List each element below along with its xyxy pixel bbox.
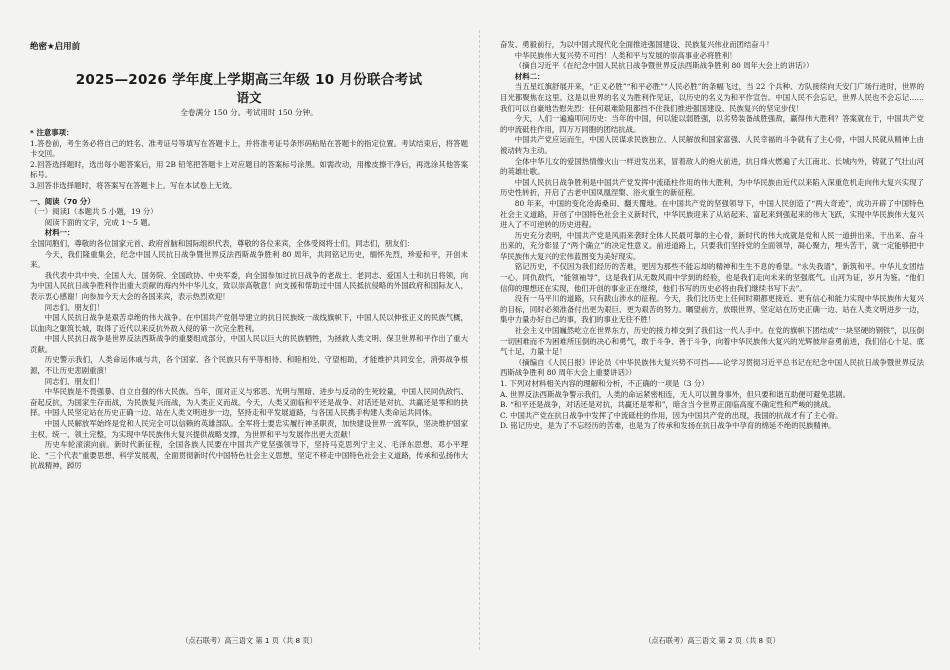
notice-heading: * 注意事项： [30, 128, 74, 137]
column-divider [479, 30, 480, 650]
passage-paragraph: 当五星红旗舒展开来，“正义必胜”“和平必胜”“人民必胜”的条幅飞过，当 22 个兵种、方队接续向天安门广场行进时，世界的目光都聚焦在这里。这是以世界的名义为胜利作见证，以历史的名义为和平作宣告。中国人民不会忘记，世界人民也不会忘记……我们可以自豪地告慰先烈：任何艰难险阻都挡不住我们推进强国建设、民族复兴的坚定步伐！ [500, 82, 924, 113]
passage-paragraph: 80 年来，中国的变化沧海桑田、翻天覆地。在中国共产党的坚强领导下，中国人民创造了“两大奇迹”，成功开辟了中国特色社会主义道路，开创了中国特色社会主义新时代，中华民族迎来了从站起来、富起来到强起来的伟大飞跃，实现中华民族伟大复兴进入了不可逆转的历史进程。 [500, 198, 924, 230]
subject-title: 语文 [236, 90, 262, 105]
passage-paragraph: 同志们、朋友们！ [44, 376, 104, 386]
passage-paragraph: 中华民族伟大复兴势不可挡！人类和平与发展的崇高事业必将胜利！ [514, 50, 737, 60]
exam-title: 2025—2026 学年度上学期高三年级 10 月份联合考试 [75, 72, 423, 88]
notice-item-1: 1.答卷前，考生务必将自己的姓名、准考证号等填写在答题卡上，并将准考证号条形码粘贴在答题卡的指定位置。考试结束后，将答题卡交回。 [30, 138, 468, 159]
score-info: 全卷满分 150 分。考试用时 150 分钟。 [180, 108, 318, 117]
question-option-d: D. 铭记历史，是为了不忘经历的苦难，也是为了传承和发扬在抗日战争中孕育的绵延不绝的民族精神。 [500, 421, 836, 431]
passage-paragraph: 奋发、勇毅前行，为以中国式现代化全面推进强国建设、民族复兴伟业而团结奋斗！ [500, 40, 774, 49]
passage-paragraph: 中华民族是不畏强暴、自立自强的伟大民族。当年，面对正义与邪恶、光明与黑暗、进步与反动的生死较量，中国人民同仇敌忾、奋起反抗，为国家生存而战，为民族复兴而战，为人类正义而战。今天，人类又面临和平还是战争、对话还是对抗、共赢还是零和的抉择。中国人民坚定站在历史正确一边、站在人类文明进步一边，坚持走和平发展道路，与各国人民携手构建人类命运共同体。 [30, 387, 468, 418]
passage-paragraph: 历史车轮滚滚向前。新时代新征程，全国各族人民要在中国共产党坚强领导下，坚持马克思列宁主义、毛泽东思想、邓小平理论、“三个代表”重要思想、科学发展观，全面贯彻新时代中国特色社会主义思想，坚定不移走中国特色社会主义道路，传承和弘扬伟大抗战精神，踔厉 [30, 440, 468, 471]
question-option-a: A. 世界反法西斯战争警示我们，人类的命运紧密相连，无人可以置身事外，但只要和谐互助便可避免悲剧。 [500, 389, 851, 399]
section-part: 一、阅读（70 分） [30, 196, 95, 206]
passage-paragraph: 全体中华儿女的爱国热情像火山一样迸发出来，冒着敌人的炮火前进，抗日烽火燃遍了大江南北、长城内外，铸就了气壮山河的英雄壮歌。 [500, 156, 924, 177]
question-option-b: B. “和平还是战争，对话还是对抗，共赢还是零和”，暗含当今世界正面临高度不确定性和严峻的挑战。 [500, 400, 836, 410]
section-instruction: 阅读下面的文字，完成 1～5 题。 [44, 217, 155, 227]
passage-paragraph: 中国人民抗日战争是世界反法西斯战争的重要组成部分，中国人民以巨大的民族牺牲，为拯救人类文明、保卫世界和平作出了重大贡献。 [30, 334, 468, 354]
material-one-label: 材料一： [44, 228, 75, 238]
material-two-label: 材料二： [514, 71, 545, 81]
passage-paragraph: 铭记历史，不仅因为我们经历的苦难，更因为那些不能忘却的精神和生生不息的希望。“永失我谱”，新筑和平。中华儿女团结一心、同仇敌忾，“能领袖导”，这是我们从无数风雨中学到的经验，也是我们走向未来的坚强底气。山河为证，岁月为鉴。“他们信仰的理想还在实现，他们开创的事业正在继续，他们书写的历史必将由我们继续书写下去”。 [500, 262, 924, 293]
material-one-source: （摘自习近平《在纪念中国人民抗日战争暨世界反法西斯战争胜利 80 周年大会上的讲话》） [514, 61, 814, 71]
passage-paragraph: 没有一马平川的道路，只有跋山涉水的征程。今天，我们比历史上任何时期都更接近、更有信心和能力实现中华民族伟大复兴的目标，同时必须准备付出更为艰巨、更为艰苦的努力。瞩望前方，放眼世界，坚定站在历史正确一边、站在人类文明进步一边，集中力量办好自己的事，我们的事业无往不胜！ [500, 294, 924, 325]
notice-item-2: 2.回答选择题时，选出每小题答案后，用 2B 铅笔把答题卡上对应题目的答案标号涂黑。如需改动，用橡皮擦干净后，再选涂其他答案标号。 [30, 159, 468, 180]
passage-paragraph: 历史警示我们，人类命运休戚与共，各个国家、各个民族只有平等相待、和睦相处、守望相助，才能维护共同安全，消弭战争根源，不让历史悲剧重演！ [30, 355, 468, 376]
page-footer-1: （点石联考）高三语文 第 1 页（共 8 页） [181, 636, 317, 645]
passage-paragraph: 社会主义中国巍然屹立在世界东方，历史的接力棒交到了我们这一代人手中。在党的旗帜下团结成“一块坚硬的钢铁”，以压倒一切困难而不为困难所压倒的决心和勇气，敢于斗争、善于斗争，向着中华民族伟大复兴的光辉彼岸奋勇前进，我们信心十足、底气十足、力量十足！ [500, 326, 924, 357]
passage-paragraph: 历史充分表明，中国共产党是风雨来袭时全体人民最可靠的主心骨，新时代的伟大成就是党和人民一道拼出来、干出来、奋斗出来的，充分彰显了“两个确立”的决定性意义。前进道路上，只要我们坚持党的全面领导，凝心聚力，埋头苦干，就一定能够把中华民族伟大复兴的宏伟蓝图变为美好现实。 [500, 230, 924, 261]
page-footer-2: （点石联考）高三语文 第 2 页（共 8 页） [644, 636, 780, 645]
question-option-c: C. 中国共产党在抗日战争中发挥了中流砥柱的作用，因为中国共产党的出现，我国的抗战才有了主心骨。 [500, 410, 843, 420]
left-column [30, 128, 468, 472]
passage-paragraph: 中国共产党应运而生，中国人民谋求民族独立、人民解放和国家富强、人民幸福的斗争就有了主心骨，中国人民就从精神上由被动转为主动。 [500, 135, 924, 155]
right-column [500, 40, 924, 432]
section-subpart: （一）阅读Ⅰ（本题共 5 小题，19 分） [30, 207, 158, 217]
passage-paragraph: 全国同胞们，尊敬的各位国家元首、政府首脑和国际组织代表，尊敬的各位来宾，全体受阅将士们，同志们，朋友们： [30, 238, 415, 248]
secret-label: 绝密★启用前 [30, 42, 81, 52]
passage-paragraph: 同志们、朋友们！ [44, 302, 104, 312]
passage-paragraph: 今天，我们隆重集会，纪念中国人民抗日战争暨世界反法西斯战争胜利 80 周年，共同铭记历史，缅怀先烈，珍爱和平，开创未来。 [30, 249, 468, 270]
passage-paragraph: 今天，人们一遍遍叩问历史：当年的中国，何以能以弱胜强，以劣势装备战胜强敌，赢得伟大胜利？答案就在于，中国共产党的中流砥柱作用，四万万同胞的团结抗战。 [500, 114, 924, 134]
notice-item-3: 3.回答非选择题时，将答案写在答题卡上。写在本试卷上无效。 [30, 180, 237, 190]
passage-paragraph: 中国人民抗日战争胜利是中国共产党发挥中流砥柱作用的伟大胜利，为中华民族由近代以来陷入深重危机走向伟大复兴实现了历史性转折，开启了古老中国凤凰涅槃、浴火重生的新征程。 [500, 177, 924, 198]
question-stem: 1. 下列对材料相关内容的理解和分析，不正确的一项是（3 分） [500, 379, 709, 388]
passage-paragraph: 我代表中共中央、全国人大、国务院、全国政协、中央军委，向全国参加过抗日战争的老战士、老同志、爱国人士和抗日将领，向为中国人民抗日战争胜利作出重大贡献的海内外中华儿女，致以崇高敬意！向支援和帮助过中国人民抵抗侵略的外国政府和国际友人，表示衷心感谢！向参加今天大会的各国来宾，表示热烈欢迎！ [30, 270, 468, 301]
passage-paragraph: 中国人民解放军始终是党和人民完全可以信赖的英雄部队。全军将士要忠实履行神圣职责，加快建设世界一流军队，坚决维护国家主权、统一、领土完整，为实现中华民族伟大复兴提供战略支撑，为世界和平与发展作出更大贡献！ [30, 419, 468, 439]
material-two-source: （摘编自《人民日报》评论员《中华民族伟大复兴势不可挡——论学习贯彻习近平总书记在纪念中国人民抗日战争暨世界反法西斯战争胜利 80 周年大会上重要讲话》） [500, 357, 924, 378]
passage-paragraph: 中国人民抗日战争是艰苦卓绝的伟大战争。在中国共产党倡导建立的抗日民族统一战线旗帜下，中国人民以伸张正义的民族气概，以血肉之躯筑长城，取得了近代以来反抗外敌入侵的第一次完全胜利。 [30, 313, 468, 333]
